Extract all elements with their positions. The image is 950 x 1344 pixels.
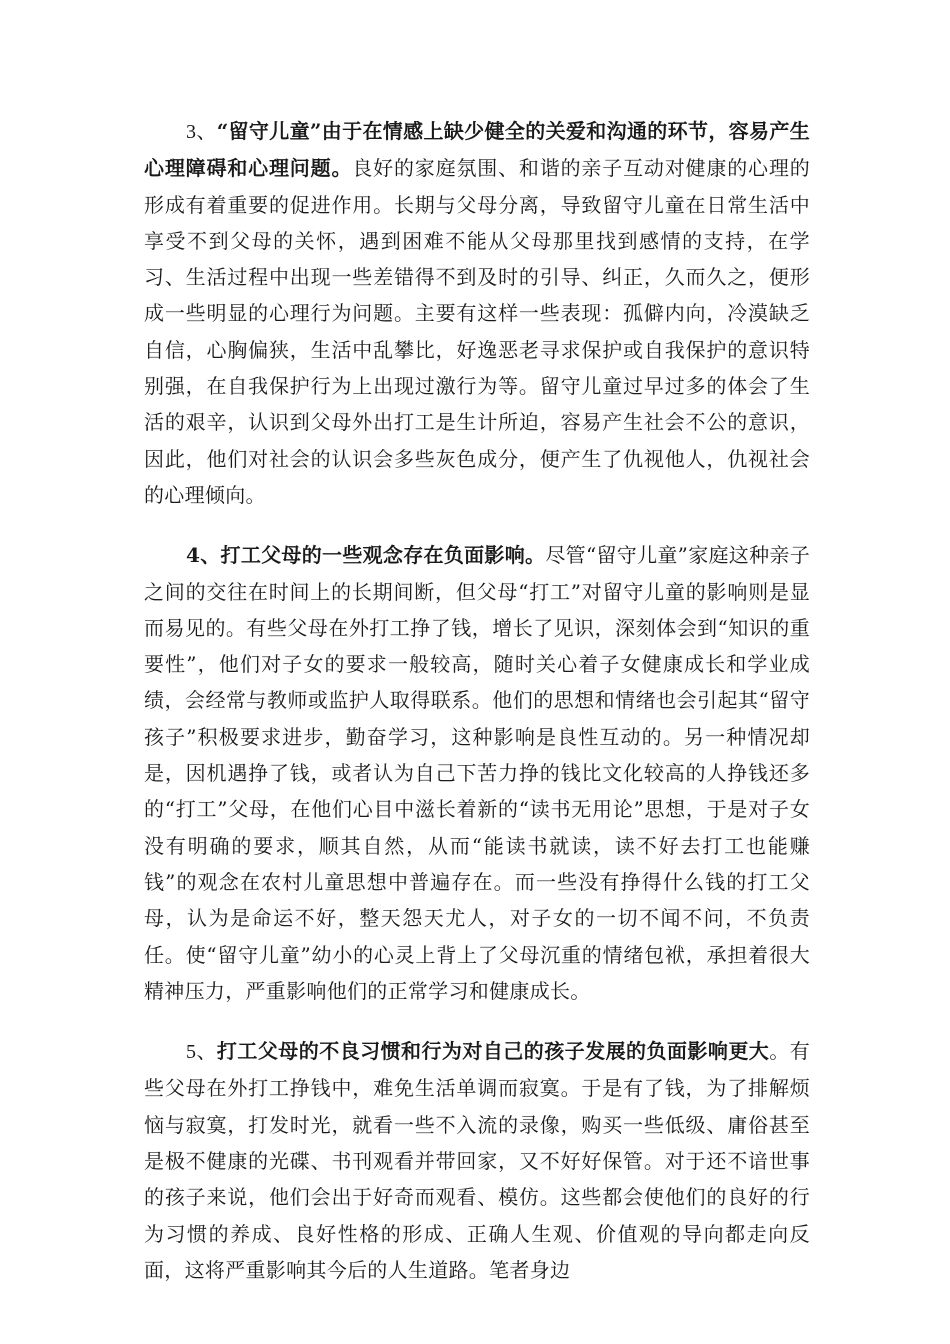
paragraph-5-body: 。有些父母在外打工挣钱中，难免生活单调而寂寞。于是有了钱，为了排解烦恼与寂寞，打发时光，就看一些不入流的录像，购买一些低级、庸俗甚至是极不健康的光碟、书刊观看并带回家，又不好好保管。对于还不谙世事的孩子来说，他们会出于好奇而观看、模仿。这些都会使他们的良好的行为习惯的养成、良好性格的形成、正确人生观、价值观的导向都走向反面，这将严重影响其今后的人生道路。笔者身边 — [144, 1039, 810, 1282]
paragraph-3 — [144, 113, 810, 513]
paragraph-3-number: 3、 — [186, 121, 217, 143]
paragraph-4 — [144, 537, 810, 1009]
paragraph-3-lead: “留守儿童”由于在情感上缺少健全的关爱和沟通的环节，容易产生心理障碍和心理问题。 — [144, 119, 810, 181]
paragraph-5 — [144, 1033, 810, 1288]
document-body — [144, 113, 810, 1315]
paragraph-4-body: 尽管“留守儿童”家庭这种亲子之间的交往在时间上的长期间断，但父母“打工”对留守儿童的影响则是显而易见的。有些父母在外打工挣了钱，增长了见识，深刻体会到“知识的重要性”，他们对子女的要求一般较高，随时关心着子女健康成长和学业成绩，会经常与教师或监护人取得联系。他们的思想和情绪也会引起其“留守孩子”积极要求进步，勤奋学习，这种影响是良性互动的。另一种情况却是，因机遇挣了钱，或者认为自己下苦力挣的钱比文化较高的人挣钱还多的“打工”父母，在他们心目中滋长着新的“读书无用论”思想，于是对子女没有明确的要求，顺其自然，从而“能读书就读，读不好去打工也能赚钱”的观念在农村儿童思想中普遍存在。而一些没有挣得什么钱的打工父母，认为是命运不好，整天怨天尤人，对子女的一切不闻不问，不负责任。使“留守儿童”幼小的心灵上背上了父母沉重的情绪包袱，承担着很大精神压力，严重影响他们的正常学习和健康成长。 — [144, 543, 810, 1003]
paragraph-5-lead: 打工父母的不良习惯和行为对自己的孩子发展的负面影响更大 — [216, 1039, 770, 1064]
paragraph-3-body: 良好的家庭氛围、和谐的亲子互动对健康的心理的形成有着重要的促进作用。长期与父母分离，导致留守儿童在日常生活中享受不到父母的关怀，遇到困难不能从父母那里找到感情的支持，在学习、生活过程中出现一些差错得不到及时的引导、纠正，久而久之，便形成一些明显的心理行为问题。主要有这样一些表现：孤僻内向，冷漠缺乏自信，心胸偏狭，生活中乱攀比，好逸恶老寻求保护或自我保护的意识特别强，在自我保护行为上出现过激行为等。留守儿童过早过多的体会了生活的艰辛，认识到父母外出打工是生计所迫，容易产生社会不公的意识，因此，他们对社会的认识会多些灰色成分，便产生了仇视他人，仇视社会的心理倾向。 — [144, 156, 810, 507]
paragraph-4-lead: 打工父母的一些观念存在负面影响。 — [220, 543, 546, 568]
paragraph-5-number: 5、 — [186, 1041, 217, 1064]
paragraph-4-number: 4、 — [186, 543, 221, 568]
